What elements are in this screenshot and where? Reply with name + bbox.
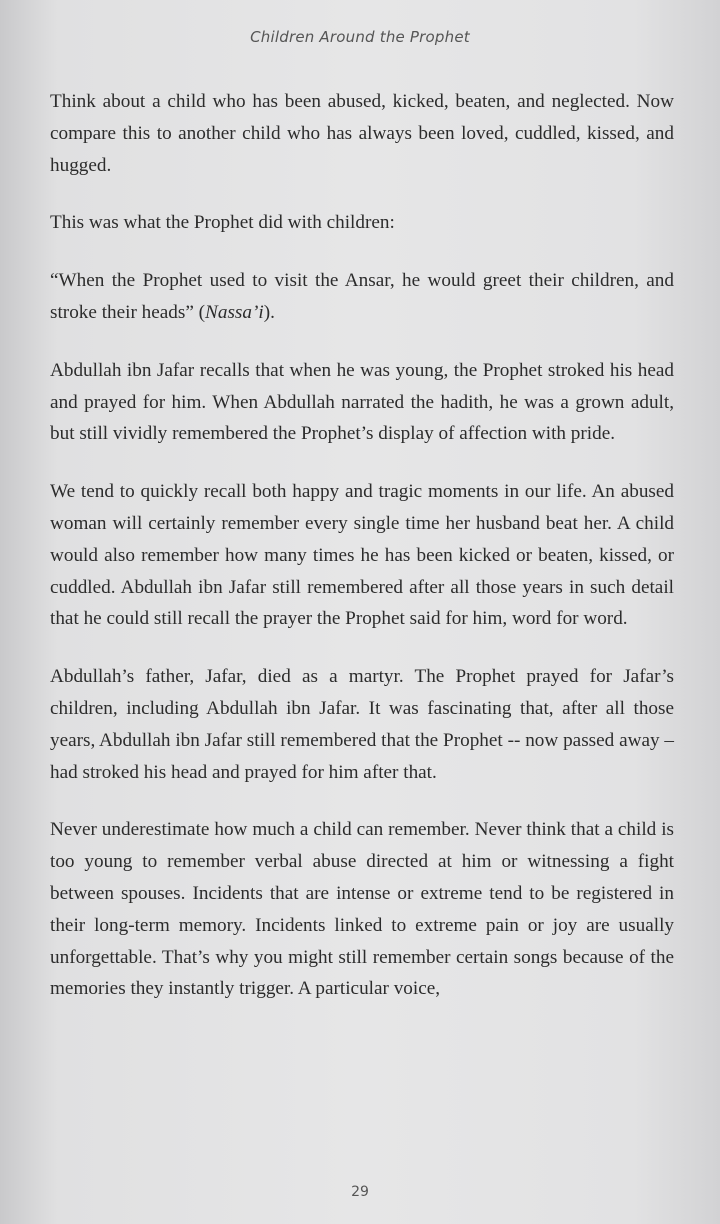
paragraph-3 [50,265,674,329]
paragraph-5: We tend to quickly recall both happy and tragic moments in our life. An abused woman will certainly remember every single time her husband beat her. A child would also remember how many times he has been kicked or beaten, kissed, or cuddled. Abdullah ibn Jafar still remembered after all those years in such detail that he could still recall the prayer the Prophet said for him, word for word. [50,481,674,630]
paragraph-1: Think about a child who has been abused, kicked, beaten, and neglected. Now compare this to another child who has always been loved, cuddled, kissed, and hugged. [50,91,674,176]
running-head: Children Around the Prophet [250,28,470,46]
body-text [50,86,674,1031]
paragraph-2: This was what the Prophet did with children: [50,212,395,234]
paragraph-6: Abdullah’s father, Jafar, died as a martyr. The Prophet prayed for Jafar’s children, including Abdullah ibn Jafar. It was fascinating that, after all those years, Abdullah ibn Jafar still remembered that the Prophet -- now passed away – had stroked his head and prayed for him after that. [50,666,674,783]
quote-source: Nassa’i [205,301,264,323]
paragraph-4: Abdullah ibn Jafar recalls that when he was young, the Prophet stroked his head and prayed for him. When Abdullah narrated the hadith, he was a grown adult, but still vividly remembered the Prophet’s display of affection with pride. [50,359,674,445]
page-number: 29 [351,1184,369,1200]
quote-text: “When the Prophet used to visit the Ansar, he would greet their children, and stroke their heads” ( [50,270,674,323]
paragraph-7: Never underestimate how much a child can remember. Never think that a child is too young to remember verbal abuse directed at him or witnessing a fight between spouses. Incidents that are intense or extreme tend to be registered in their long-term memory. Incidents linked to extreme pain or joy are usually unforgettable. That’s why you might still remember certain songs because of the memories they instantly trigger. A particular voice, [50,819,674,1000]
quote-end: ). [263,301,275,323]
